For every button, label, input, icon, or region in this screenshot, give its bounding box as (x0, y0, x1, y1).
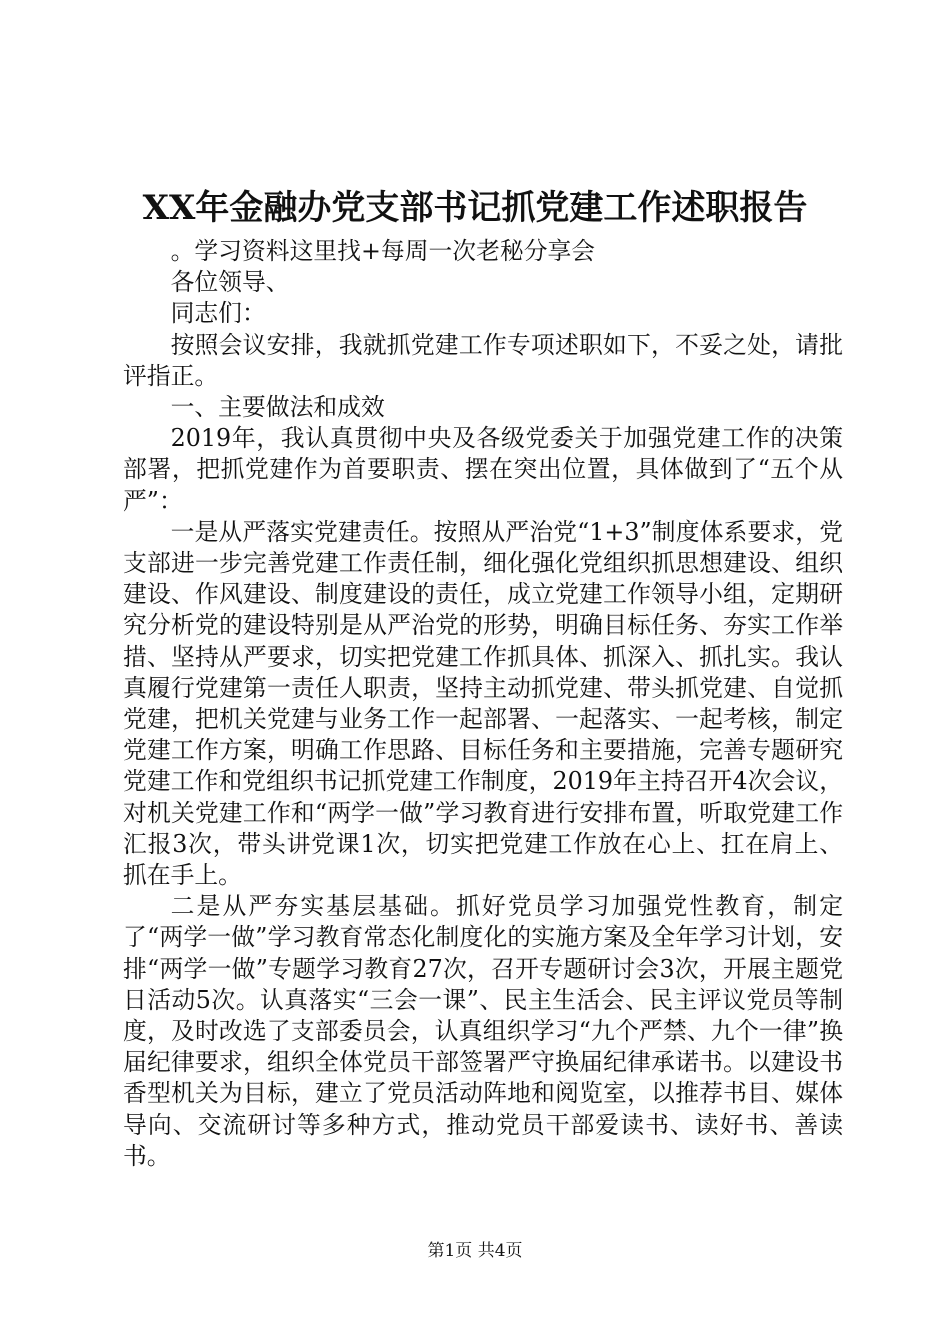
section-heading: 一、主要做法和成效 (170, 393, 385, 422)
paragraph-salutation-comrades: 同志们： (170, 299, 266, 328)
paragraph-opening: 按照会议安排，我就抓党建工作专项述职如下，不妥之处，请批评指正。 (123, 330, 843, 390)
page-footer: 第1页 共4页 (427, 1241, 523, 1261)
document-body (123, 236, 843, 1172)
document-title: XX年金融办党支部书记抓党建工作述职报告 (142, 188, 808, 228)
paragraph-point-one: 一是从严落实党建责任。按照从严治党“1+3”制度体系要求，党支部进一步完善党建工作责任制，细化强化党组织抓思想建设、组织建设、作风建设、制度建设的责任，成立党建工作领导小组，定期研究分析党的建设特别是从严治党的形势，明确目标任务、夯实工作举措、坚持从严要求，切实把党建工作抓具体、抓深入、抓扎实。我认真履行党建第一责任人职责，坚持主动抓党建、带头抓党建、自觉抓党建，把机关党建与业务工作一起部署、一起落实、一起考核，制定党建工作方案，明确工作思路、目标任务和主要措施，完善专题研究党建工作和党组织书记抓党建工作制度，2019年主持召开4次会议，对机关党建工作和“两学一做”学习教育进行安排布置，听取党建工作汇报3次，带头讲党课1次，切实把党建工作放在心上、扛在肩上、抓在手上。 (123, 517, 843, 890)
paragraph-overview: 2019年，我认真贯彻中央及各级党委关于加强党建工作的决策部署，把抓党建作为首要职责、摆在突出位置，具体做到了“五个从严”： (123, 424, 843, 515)
paragraph-salutation-leaders: 各位领导、 (170, 268, 290, 297)
paragraph-intro-note: 。学习资料这里找+每周一次老秘分享会 (170, 237, 596, 265)
paragraph-point-two: 二是从严夯实基层基础。抓好党员学习加强党性教育，制定了“两学一做”学习教育常态化制度化的实施方案及全年学习计划，安排“两学一做”专题学习教育27次，召开专题研讨会3次，开展主题党日活动5次。认真落实“三会一课”、民主生活会、民主评议党员等制度，及时改选了支部委员会，认真组织学习“九个严禁、九个一律”换届纪律要求，组织全体党员干部签署严守换届纪律承诺书。以建设书香型机关为目标，建立了党员活动阵地和阅览室，以推荐书目、媒体导向、交流研讨等多种方式，推动党员干部爱读书、读好书、善读书。 (123, 892, 843, 1170)
